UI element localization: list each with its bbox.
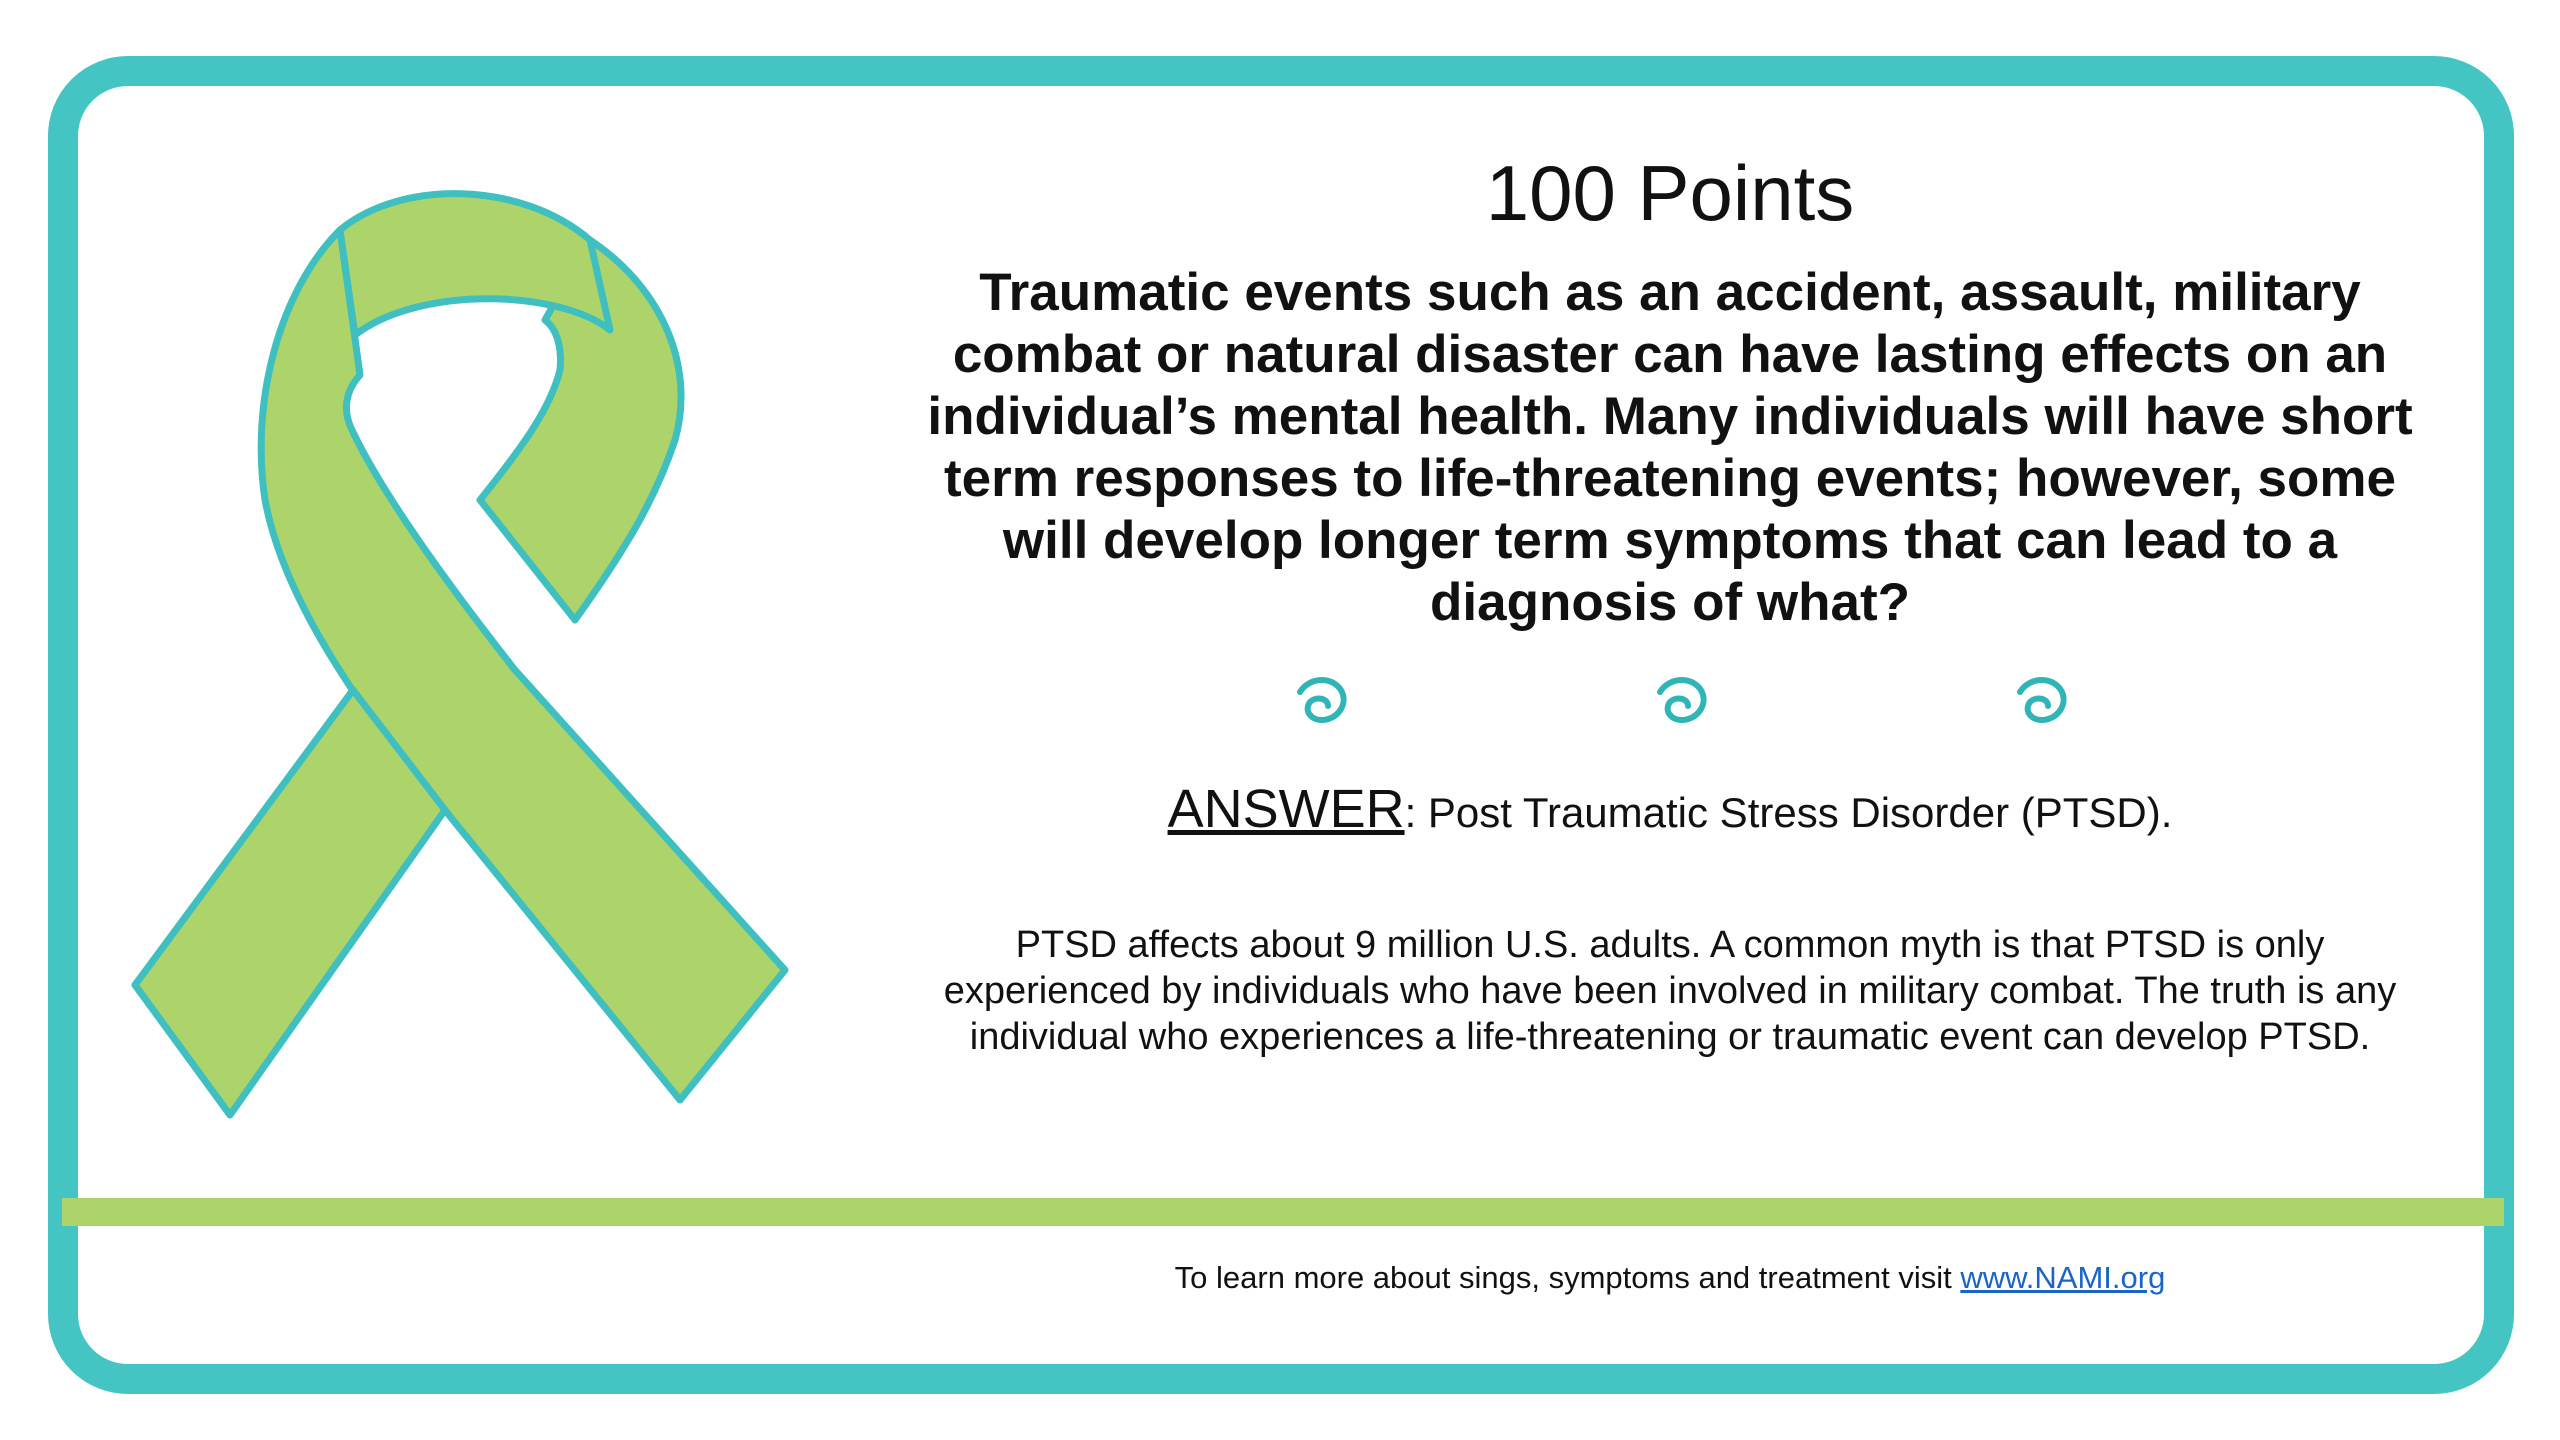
swirl-icon (1290, 670, 1354, 734)
swirl-icon (2010, 670, 2074, 734)
answer-label: ANSWER (1167, 779, 1405, 839)
points-title: 100 Points (1485, 149, 1855, 237)
awareness-ribbon-icon (120, 170, 820, 1130)
question-text: Traumatic events such as an accident, assault, military combat or natural disaster can have lasting effects on an individual’s mental health. Many individuals will have short term responses to life-threatening events; however, some will develop longer term symptoms that can lead to a diagnosis of what? (927, 263, 2413, 632)
nami-link[interactable]: www.NAMI.org (1960, 1260, 2166, 1295)
footer-text: To learn more about sings, symptoms and treatment visit (1174, 1260, 1961, 1295)
fact-text: PTSD affects about 9 million U.S. adults. A common myth is that PTSD is only experienced by individuals who have been involved in military combat. The truth is any individual who experiences a life-threatening or traumatic event can develop PTSD. (943, 924, 2397, 1058)
footer-divider (62, 1198, 2504, 1226)
answer-line (920, 778, 2420, 840)
swirl-icon (1650, 670, 1714, 734)
swirl-divider (1270, 670, 2070, 750)
answer-text: : Post Traumatic Stress Disorder (PTSD). (1404, 789, 2173, 836)
footer (900, 1260, 2440, 1296)
